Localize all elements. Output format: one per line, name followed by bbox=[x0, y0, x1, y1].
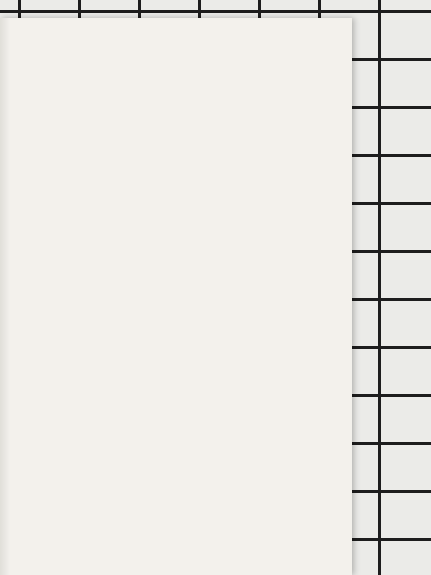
book-page bbox=[0, 18, 352, 575]
page-body bbox=[27, 58, 334, 67]
